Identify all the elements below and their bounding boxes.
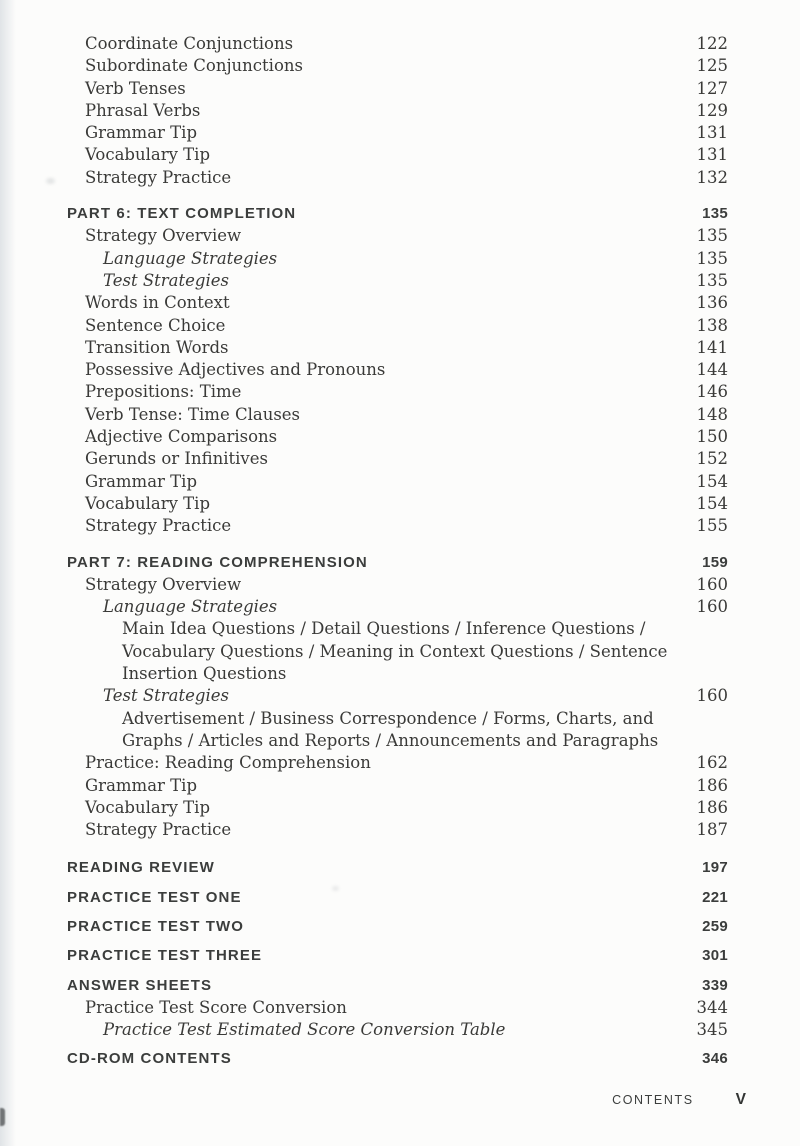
toc-part-heading-label: PRACTICE TEST THREE	[67, 947, 263, 965]
page-footer	[612, 1091, 746, 1109]
toc-entry-page: 152	[696, 449, 728, 469]
toc-entry-page: 129	[696, 100, 728, 120]
toc-section-part5-tail	[67, 33, 728, 189]
toc-part-heading	[67, 916, 728, 938]
toc-entry-row	[67, 359, 728, 381]
toc-section-practice-test-two	[67, 916, 728, 938]
toc-entry-page: 136	[696, 293, 728, 313]
toc-entry-page: 131	[696, 145, 728, 165]
toc-entry-row	[67, 1019, 728, 1041]
toc-entry-page: 160	[696, 686, 728, 706]
toc-section-cdrom	[67, 1048, 728, 1070]
toc-entry-row	[67, 270, 728, 292]
toc-entry-row	[67, 248, 728, 270]
toc-entry-row	[67, 663, 728, 685]
toc-section-reading-review	[67, 857, 728, 879]
toc-part-heading	[67, 857, 728, 879]
toc-entry-page: 162	[696, 753, 728, 773]
toc-entry-row	[67, 225, 728, 247]
toc-entry-row	[67, 515, 728, 537]
toc-entry-row	[67, 122, 728, 144]
toc-entry-page: 146	[696, 382, 728, 402]
toc-entry-page: 345	[696, 1020, 728, 1040]
toc-entry-page: 344	[696, 997, 728, 1017]
toc-entry-row	[67, 167, 728, 189]
toc-entry-label: Phrasal Verbs	[85, 100, 201, 120]
toc-entry-row	[67, 997, 728, 1019]
toc-entry-page: 150	[696, 427, 728, 447]
toc-entry-row	[67, 78, 728, 100]
toc-entry-page: 125	[696, 56, 728, 76]
toc-entry-row	[67, 819, 728, 841]
toc-entry-label: Grammar Tip	[85, 123, 198, 143]
toc-entry-row	[67, 752, 728, 774]
toc-entry-row	[67, 471, 728, 493]
toc-entry-row	[67, 448, 728, 470]
toc-entry-label: Strategy Practice	[85, 820, 232, 840]
toc-part-heading	[67, 945, 728, 967]
toc-entry-label: Language Strategies	[103, 248, 278, 268]
toc-entry-row	[67, 100, 728, 122]
toc-entry-page: 144	[696, 360, 728, 380]
toc-entry-page: 148	[696, 404, 728, 424]
toc-entry-label: Coordinate Conjunctions	[85, 34, 294, 53]
toc-entry-row	[67, 708, 728, 730]
toc-entry-label: Possessive Adjectives and Pronouns	[85, 360, 386, 380]
toc-part-heading-page: 197	[702, 859, 728, 877]
toc-part-heading-label: PART 7: READING COMPREHENSION	[67, 553, 368, 571]
toc-entry-label: Practice Test Estimated Score Conversion Table	[103, 1020, 506, 1040]
toc-entry-row	[67, 775, 728, 797]
toc-part-heading-page: 339	[702, 976, 728, 994]
toc-entry-label: Strategy Overview	[85, 574, 242, 594]
toc-section-answer-sheets	[67, 975, 728, 1042]
toc-entry-row	[67, 337, 728, 359]
toc-entry-label: Advertisement / Business Correspondence / Forms, Charts, and	[122, 708, 654, 728]
toc-entry-page: 155	[696, 516, 728, 536]
toc-entry-row	[67, 55, 728, 77]
toc-part-heading	[67, 975, 728, 997]
toc-entry-page: 135	[696, 248, 728, 268]
toc-entry-page: 160	[696, 597, 728, 617]
toc-entry-page: 132	[696, 167, 728, 187]
footer-page-number: V	[735, 1091, 746, 1108]
toc-entry-row	[67, 574, 728, 596]
toc-entry-row	[67, 33, 728, 55]
toc-section-practice-test-one	[67, 887, 728, 909]
toc-entry-page: 135	[696, 226, 728, 246]
toc-entry-label: Practice: Reading Comprehension	[85, 753, 371, 773]
toc-entry-row	[67, 493, 728, 515]
toc-entry-label: Test Strategies	[103, 270, 229, 290]
toc-entry-row	[67, 381, 728, 403]
toc-part-heading-page: 221	[702, 888, 728, 906]
toc-entry-row	[67, 685, 728, 707]
toc-part-heading	[67, 1048, 728, 1070]
toc-section-practice-test-three	[67, 945, 728, 967]
toc-entry-row	[67, 641, 728, 663]
toc-entry-label: Adjective Comparisons	[85, 427, 278, 447]
toc-part-heading-page: 259	[702, 917, 728, 935]
toc-entry-page: 127	[696, 78, 728, 98]
toc-part-heading-page: 159	[702, 553, 728, 571]
toc-entry-label: Insertion Questions	[122, 664, 287, 684]
toc-entry-page: 135	[696, 270, 728, 290]
toc-part-heading-page: 346	[702, 1050, 728, 1068]
toc-entry-page: 138	[696, 315, 728, 335]
toc-part-heading-label: PRACTICE TEST ONE	[67, 888, 242, 906]
toc-entry-row	[67, 315, 728, 337]
toc-entry-page: 186	[696, 797, 728, 817]
toc-entry-page: 131	[696, 123, 728, 143]
toc-entry-label: Words in Context	[85, 293, 230, 313]
toc-entry-label: Practice Test Score Conversion	[85, 997, 347, 1017]
toc-entry-label: Sentence Choice	[85, 315, 226, 335]
toc-section-part6	[67, 203, 728, 537]
toc-entry-row	[67, 797, 728, 819]
toc-section-part7	[67, 552, 728, 842]
toc-entry-label: Graphs / Articles and Reports / Announcements and Paragraphs	[122, 730, 659, 750]
toc-entry-label: Verb Tenses	[85, 78, 186, 98]
toc-entry-page: 141	[696, 337, 728, 357]
toc-entry-row	[67, 404, 728, 426]
toc-part-heading-label: READING REVIEW	[67, 859, 215, 877]
toc-entry-label: Language Strategies	[103, 597, 278, 617]
toc-part-heading-page: 135	[702, 205, 728, 223]
toc-entry-label: Transition Words	[85, 337, 229, 357]
footer-running-head: CONTENTS	[612, 1093, 694, 1107]
toc-entry-row	[67, 426, 728, 448]
toc-entry-page: 186	[696, 775, 728, 795]
toc-part-heading	[67, 887, 728, 909]
toc-entry-label: Vocabulary Tip	[85, 797, 211, 817]
toc-entry-label: Verb Tense: Time Clauses	[85, 404, 301, 424]
toc-entry-page: 154	[696, 493, 728, 513]
toc-entry-row	[67, 618, 728, 640]
toc-part-heading	[67, 552, 728, 574]
toc-entry-label: Strategy Overview	[85, 226, 242, 246]
toc-entry-label: Subordinate Conjunctions	[85, 56, 303, 76]
toc-entry-row	[67, 730, 728, 752]
toc-entry-label: Vocabulary Tip	[85, 493, 211, 513]
toc-entry-row	[67, 596, 728, 618]
toc-part-heading-label: ANSWER SHEETS	[67, 976, 213, 994]
toc-entry-label: Strategy Practice	[85, 167, 232, 187]
toc-entry-label: Test Strategies	[103, 686, 229, 706]
toc-part-heading-label: PART 6: TEXT COMPLETION	[67, 205, 297, 223]
toc-entry-label: Grammar Tip	[85, 471, 198, 491]
toc-entry-page: 122	[696, 34, 728, 53]
toc-entry-page: 187	[696, 820, 728, 840]
toc-entry-label: Gerunds or Infinitives	[85, 449, 268, 469]
toc-part-heading	[67, 203, 728, 225]
toc-entry-row	[67, 292, 728, 314]
toc-entry-label: Prepositions: Time	[85, 382, 242, 402]
toc-part-heading-label: PRACTICE TEST TWO	[67, 917, 245, 935]
toc-part-heading-label: CD-ROM CONTENTS	[67, 1050, 232, 1068]
toc-entry-label: Grammar Tip	[85, 775, 198, 795]
toc-entry-label: Main Idea Questions / Detail Questions / Inference Questions /	[122, 619, 646, 639]
toc-entry-label: Vocabulary Questions / Meaning in Context Questions / Sentence	[122, 641, 668, 661]
toc-entry-page: 154	[696, 471, 728, 491]
toc-entry-label: Strategy Practice	[85, 516, 232, 536]
scan-speck	[0, 1108, 5, 1126]
toc-entry-row	[67, 144, 728, 166]
toc-entry-label: Vocabulary Tip	[85, 145, 211, 165]
toc-entry-page: 160	[696, 574, 728, 594]
toc-part-heading-page: 301	[702, 947, 728, 965]
